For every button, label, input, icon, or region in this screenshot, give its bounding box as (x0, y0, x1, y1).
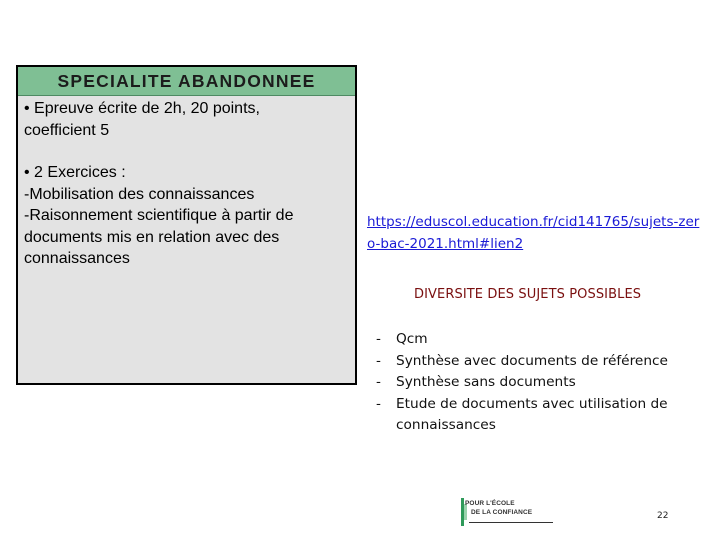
list-item: - Synthèse avec documents de référence (370, 351, 700, 373)
logo-text: POUR L'ÉCOLE DE LA CONFIANCE (465, 500, 533, 516)
dash-bullet-icon: - (376, 374, 381, 390)
diversity-heading: DIVERSITE DES SUJETS POSSIBLES (414, 287, 642, 302)
exercises-description: • 2 Exercices : -Mobilisation des connaissances -Raisonnement scientifique à partir de documents mis en relation avec des connaissances (24, 164, 294, 267)
subject-types-list (370, 329, 700, 437)
dash-bullet-icon: - (376, 352, 381, 369)
dash-bullet-icon: - (376, 395, 381, 412)
eduscol-link[interactable]: https://eduscol.education.fr/cid141765/sujets-zero-bac-2021.html#lien2 (367, 214, 700, 252)
box-title: SPECIALITE ABANDONNEE (18, 67, 355, 96)
list-item: - Qcm (370, 329, 700, 351)
ecole-confiance-logo (461, 498, 553, 526)
page-number: 22 (657, 511, 669, 521)
box-body (18, 96, 355, 270)
dash-bullet-icon: - (376, 331, 381, 347)
list-item: - Etude de documents avec utilisation de connaissances (376, 395, 668, 433)
list-item: - Synthèse sans documents (370, 372, 700, 394)
logo-underline (469, 522, 553, 523)
specialty-box (16, 65, 357, 385)
exam-description: • Epreuve écrite de 2h, 20 points, coefficient 5 (24, 100, 260, 139)
